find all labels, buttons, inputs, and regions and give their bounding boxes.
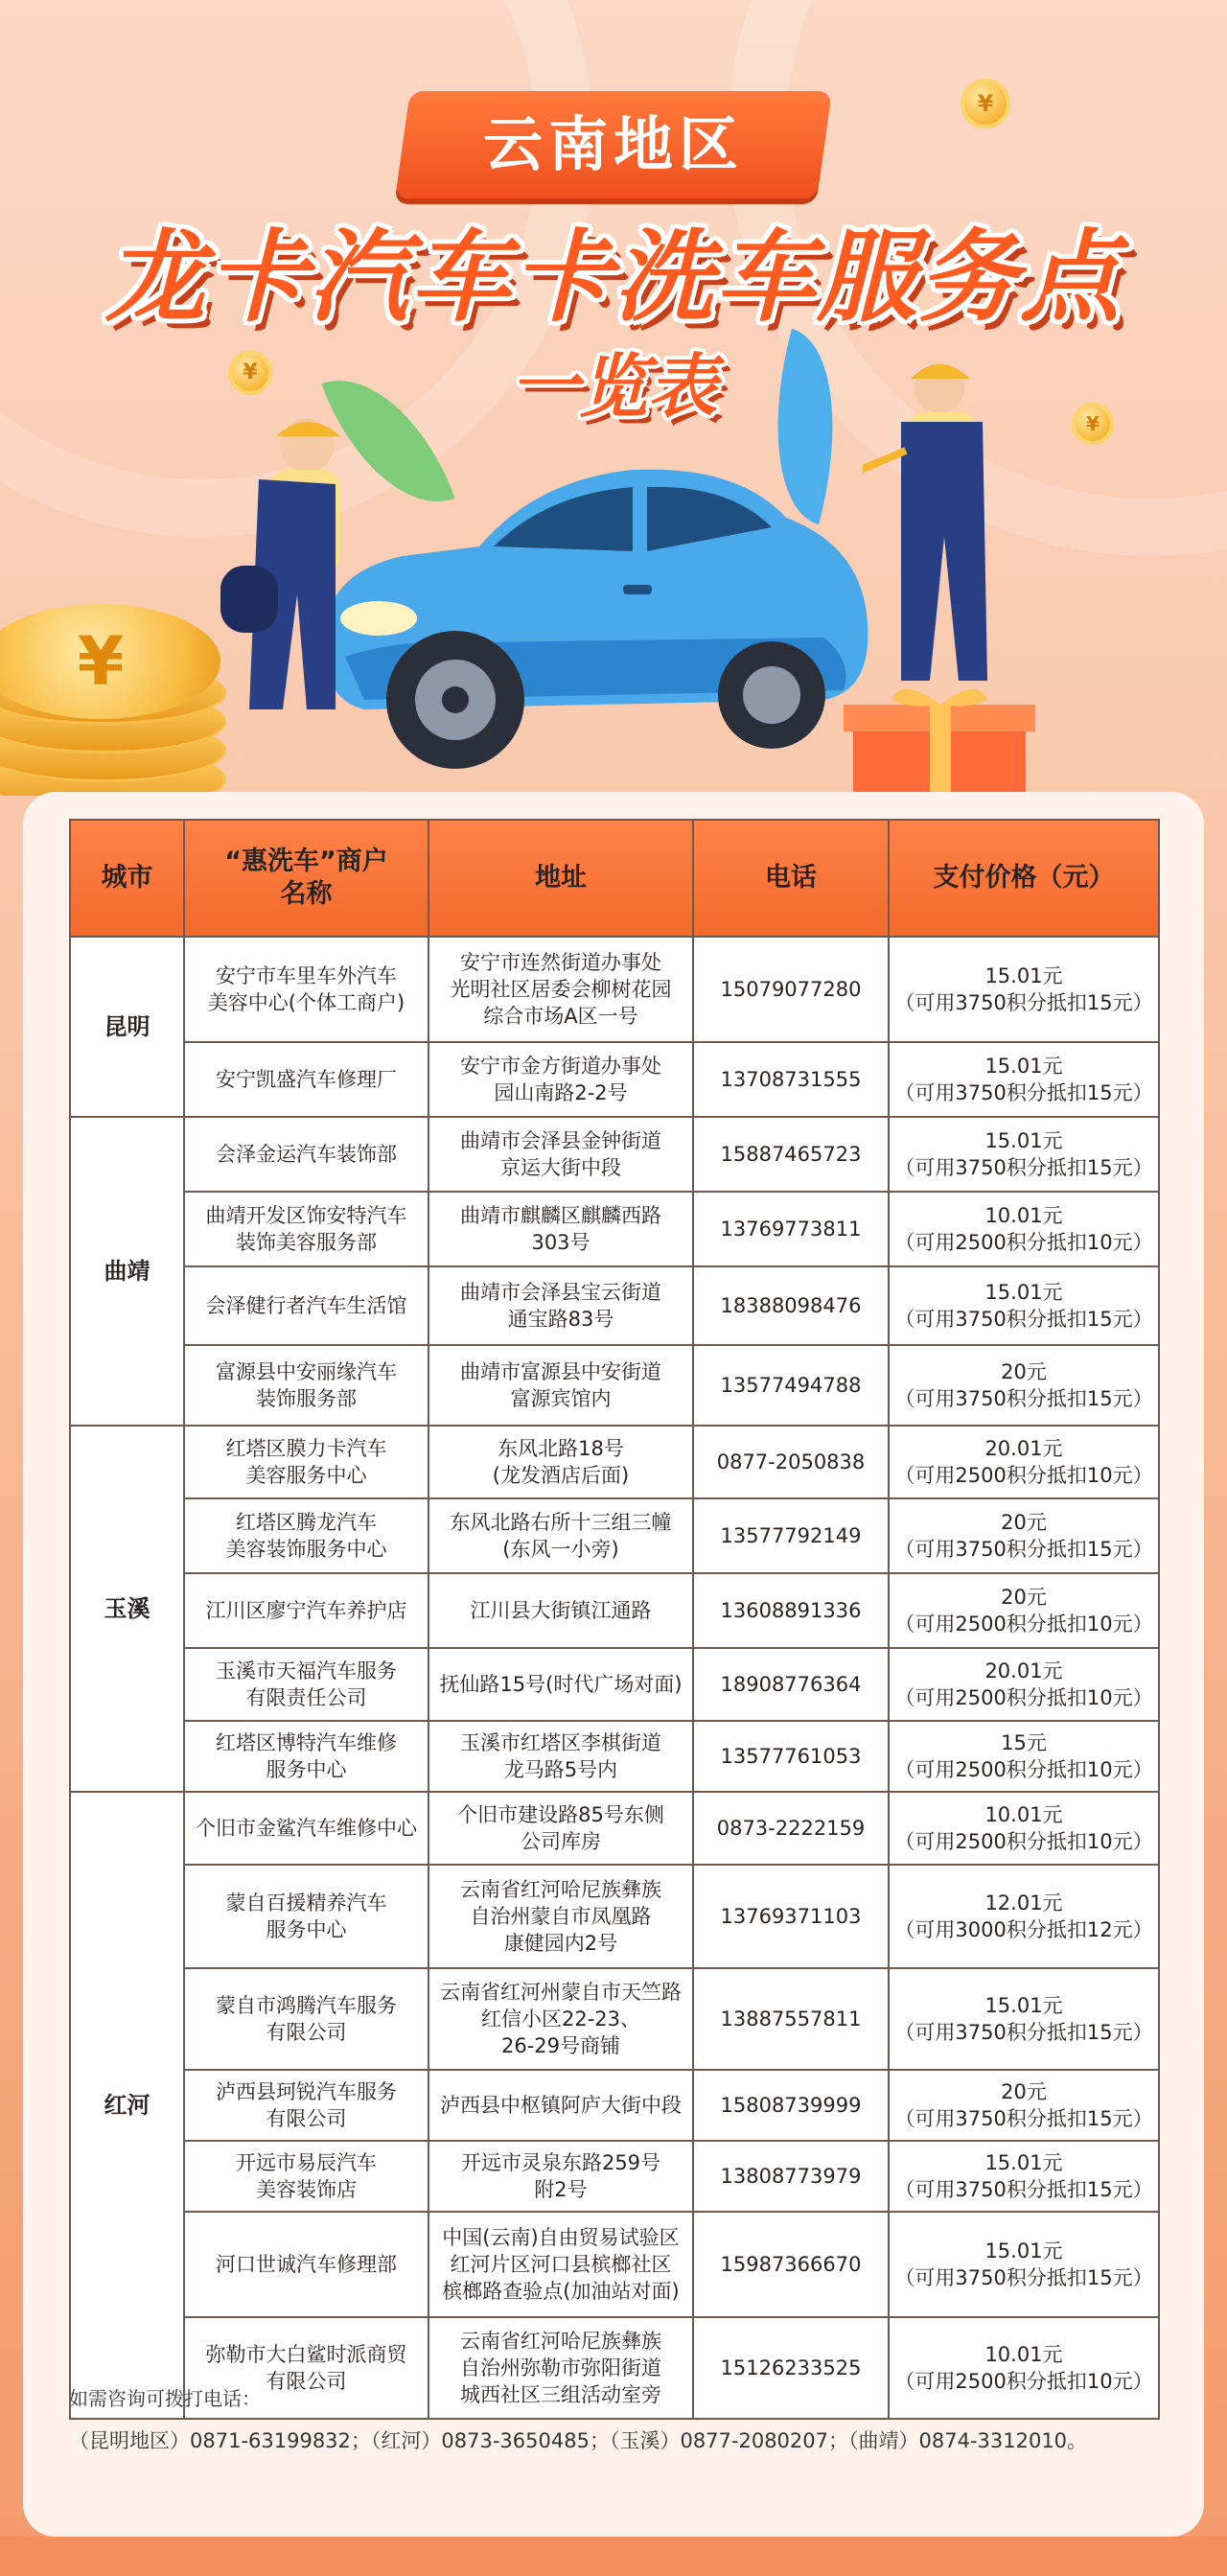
address-cell: 安宁市连然街道办事处 光明社区居委会柳树花园 综合市场A区一号 — [428, 937, 693, 1042]
price-cell: 15.01元 （可用3750积分抵扣15元） — [889, 2212, 1159, 2317]
page-title: 龙卡汽车卡洗车服务点 — [104, 219, 1122, 336]
merchant-name-cell: 会泽金运汽车装饰部 — [184, 1117, 428, 1192]
column-header-address: 地址 — [428, 820, 693, 937]
price-cell: 20元 （可用3750积分抵扣15元） — [889, 1345, 1159, 1426]
phone-cell: 13769371103 — [693, 1865, 889, 1968]
address-cell: 曲靖市富源县中安街道 富源宾馆内 — [428, 1345, 693, 1426]
merchant-name-cell: 玉溪市天福汽车服务 有限责任公司 — [184, 1648, 428, 1721]
phone-cell: 15079077280 — [693, 937, 889, 1042]
merchant-name-cell: 弥勒市大白鲨时派商贸 有限公司 — [184, 2317, 428, 2419]
page-subtitle: 一览表 — [509, 346, 717, 427]
coin-icon: ¥ — [0, 604, 220, 719]
table-row — [70, 1498, 1159, 1573]
column-header-phone: 电话 — [693, 820, 889, 937]
table-row — [70, 1648, 1159, 1721]
table-header-row — [70, 820, 1159, 937]
coin-icon: ¥ — [1072, 403, 1114, 445]
phone-cell: 15808739999 — [693, 2070, 889, 2141]
contact-phone-list: （昆明地区）0871-63199832；（红河）0873-3650485；（玉溪）0877-2080207；（曲靖）0874-3312010。 — [69, 2429, 1088, 2452]
table-row — [70, 1792, 1159, 1865]
merchant-name-cell: 富源县中安丽缘汽车 装饰服务部 — [184, 1345, 428, 1426]
address-cell: 玉溪市红塔区李棋街道 龙马路5号内 — [428, 1721, 693, 1792]
price-cell: 20元 （可用3750积分抵扣15元） — [889, 1498, 1159, 1573]
table-row — [70, 1968, 1159, 2070]
address-cell: 开远市灵泉东路259号 附2号 — [428, 2141, 693, 2212]
price-cell: 15.01元 （可用3750积分抵扣15元） — [889, 1968, 1159, 2070]
bottom-strip — [0, 2537, 1227, 2576]
price-cell: 12.01元 （可用3000积分抵扣12元） — [889, 1865, 1159, 1968]
address-cell: 泸西县中枢镇阿庐大街中段 — [428, 2070, 693, 2141]
address-cell: 曲靖市麒麟区麒麟西路 303号 — [428, 1192, 693, 1266]
phone-cell: 13708731555 — [693, 1042, 889, 1117]
phone-cell: 13887557811 — [693, 1968, 889, 2070]
address-cell: 个旧市建设路85号东侧 公司库房 — [428, 1792, 693, 1865]
merchant-name-cell: 个旧市金鲨汽车维修中心 — [184, 1792, 428, 1865]
merchant-name-cell: 红塔区博特汽车维修 服务中心 — [184, 1721, 428, 1792]
price-cell: 10.01元 （可用2500积分抵扣10元） — [889, 1192, 1159, 1266]
coin-icon: ¥ — [228, 351, 272, 395]
phone-cell: 0873-2222159 — [693, 1792, 889, 1865]
address-cell: 东风北路右所十三组三幢 (东风一小旁) — [428, 1498, 693, 1573]
price-cell: 10.01元 （可用2500积分抵扣10元） — [889, 2317, 1159, 2419]
merchant-name-cell: 蒙自市鸿腾汽车服务 有限公司 — [184, 1968, 428, 2070]
phone-cell: 13577494788 — [693, 1345, 889, 1426]
address-cell: 云南省红河哈尼族彝族 自治州弥勒市弥阳街道 城西社区三组活动室旁 — [428, 2317, 693, 2419]
table-row — [70, 1721, 1159, 1792]
price-cell: 15元 （可用2500积分抵扣10元） — [889, 1721, 1159, 1792]
table-row — [70, 1345, 1159, 1426]
phone-cell: 13577761053 — [693, 1721, 889, 1792]
price-cell: 20元 （可用3750积分抵扣15元） — [889, 2070, 1159, 2141]
worker-left-illustration — [192, 403, 383, 719]
merchant-name-cell: 安宁市车里车外汽车 美容中心(个体工商户) — [184, 937, 428, 1042]
address-cell: 中国(云南)自由贸易试验区 红河片区河口县槟榔社区 槟榔路查验点(加油站对面) — [428, 2212, 693, 2317]
phone-cell: 15887465723 — [693, 1117, 889, 1192]
phone-cell: 15987366670 — [693, 2212, 889, 2317]
table-row — [70, 1573, 1159, 1648]
gift-box-illustration — [834, 685, 1045, 796]
table-row — [70, 2141, 1159, 2212]
table-row — [70, 1042, 1159, 1117]
phone-cell: 13577792149 — [693, 1498, 889, 1573]
merchant-name-cell: 开远市易辰汽车 美容装饰店 — [184, 2141, 428, 2212]
column-header-price: 支付价格（元） — [889, 820, 1159, 937]
merchant-name-cell: 江川区廖宁汽车养护店 — [184, 1573, 428, 1648]
table-body — [70, 937, 1159, 2419]
address-cell: 云南省红河州蒙自市天竺路 红信小区22-23、 26-29号商铺 — [428, 1968, 693, 2070]
service-points-table — [69, 819, 1160, 2420]
content-card — [23, 792, 1204, 2537]
price-cell: 15.01元 （可用3750积分抵扣15元） — [889, 1042, 1159, 1117]
price-cell: 15.01元 （可用3750积分抵扣15元） — [889, 1117, 1159, 1192]
merchant-name-cell: 安宁凯盛汽车修理厂 — [184, 1042, 428, 1117]
address-cell: 东风北路18号 (龙发酒店后面) — [428, 1426, 693, 1498]
price-cell: 10.01元 （可用2500积分抵扣10元） — [889, 1792, 1159, 1865]
price-cell: 20元 （可用2500积分抵扣10元） — [889, 1573, 1159, 1648]
address-cell: 江川县大街镇江通路 — [428, 1573, 693, 1648]
merchant-name-cell: 蒙自百援精养汽车 服务中心 — [184, 1865, 428, 1968]
table-row — [70, 1426, 1159, 1498]
merchant-name-cell: 红塔区膜力卡汽车 美容服务中心 — [184, 1426, 428, 1498]
phone-cell: 18388098476 — [693, 1266, 889, 1345]
contact-label: 如需咨询可拨打电话： — [69, 2387, 261, 2410]
price-cell: 15.01元 （可用3750积分抵扣15元） — [889, 2141, 1159, 2212]
table-row — [70, 1192, 1159, 1266]
address-cell: 安宁市金方街道办事处 园山南路2-2号 — [428, 1042, 693, 1117]
price-cell: 15.01元 （可用3750积分抵扣15元） — [889, 1266, 1159, 1345]
address-cell: 曲靖市会泽县金钟街道 京运大街中段 — [428, 1117, 693, 1192]
phone-cell: 13608891336 — [693, 1573, 889, 1648]
merchant-name-cell: 河口世诚汽车修理部 — [184, 2212, 428, 2317]
table-row — [70, 2212, 1159, 2317]
region-banner-text: 云南地区 — [482, 109, 744, 179]
merchant-name-cell: 泸西县珂锐汽车服务 有限公司 — [184, 2070, 428, 2141]
address-cell: 抚仙路15号(时代广场对面) — [428, 1648, 693, 1721]
address-cell: 曲靖市会泽县宝云街道 通宝路83号 — [428, 1266, 693, 1345]
column-header-merchant: “惠洗车”商户 名称 — [184, 820, 428, 937]
price-cell: 15.01元 （可用3750积分抵扣15元） — [889, 937, 1159, 1042]
city-cell: 昆明 — [70, 937, 184, 1117]
merchant-name-cell: 曲靖开发区饰安特汽车 装饰美容服务部 — [184, 1192, 428, 1266]
table-row — [70, 2070, 1159, 2141]
table-row — [70, 1266, 1159, 1345]
city-cell: 曲靖 — [70, 1117, 184, 1426]
worker-right-illustration — [863, 345, 1035, 690]
hero-banner — [0, 0, 1227, 796]
merchant-name-cell: 红塔区腾龙汽车 美容装饰服务中心 — [184, 1498, 428, 1573]
merchant-name-cell: 会泽健行者汽车生活馆 — [184, 1266, 428, 1345]
table-row — [70, 937, 1159, 1042]
coin-icon: ¥ — [961, 79, 1010, 128]
table-row — [70, 1865, 1159, 1968]
phone-cell: 0877-2050838 — [693, 1426, 889, 1498]
coin-stack-illustration — [0, 604, 220, 796]
phone-cell: 13808773979 — [693, 2141, 889, 2212]
column-header-city: 城市 — [70, 820, 184, 937]
price-cell: 20.01元 （可用2500积分抵扣10元） — [889, 1648, 1159, 1721]
price-cell: 20.01元 （可用2500积分抵扣10元） — [889, 1426, 1159, 1498]
phone-cell: 13769773811 — [693, 1192, 889, 1266]
phone-cell: 15126233525 — [693, 2317, 889, 2419]
city-cell: 玉溪 — [70, 1426, 184, 1792]
address-cell: 云南省红河哈尼族彝族 自治州蒙自市凤凰路 康健园内2号 — [428, 1865, 693, 1968]
table-row — [70, 1117, 1159, 1192]
region-banner — [395, 91, 832, 198]
phone-cell: 18908776364 — [693, 1648, 889, 1721]
city-cell: 红河 — [70, 1792, 184, 2419]
